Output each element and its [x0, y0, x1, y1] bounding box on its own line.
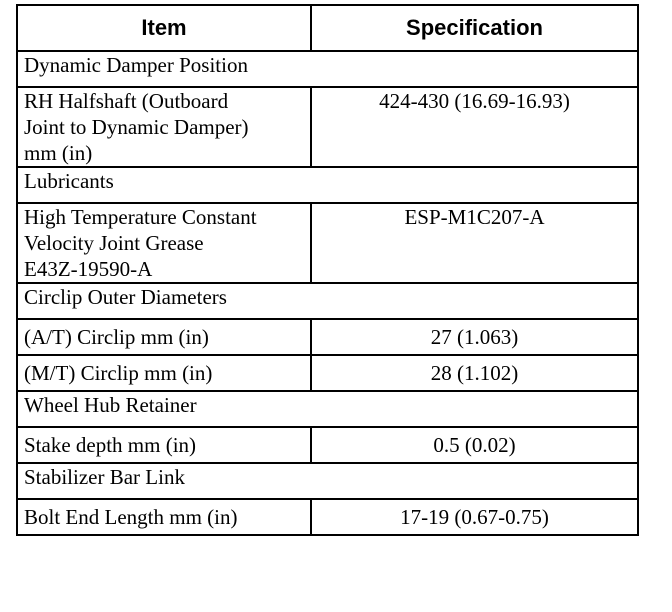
section-row	[17, 51, 638, 87]
spec-cell: 28 (1.102)	[311, 355, 638, 391]
header-item: Item	[17, 5, 311, 51]
spec-cell: 424-430 (16.69-16.93)	[311, 87, 638, 167]
section-title: Stabilizer Bar Link	[17, 463, 638, 499]
section-row	[17, 283, 638, 319]
item-line: RH Halfshaft (Outboard	[24, 89, 229, 113]
table-header-row	[17, 5, 638, 51]
spec-cell: 17-19 (0.67-0.75)	[311, 499, 638, 535]
item-cell: Stake depth mm (in)	[17, 427, 311, 463]
table-row	[17, 319, 638, 355]
item-line: High Temperature Constant	[24, 205, 257, 229]
table-row	[17, 427, 638, 463]
table-row	[17, 87, 638, 167]
section-title: Lubricants	[17, 167, 638, 203]
item-line: E43Z-19590-A	[24, 257, 153, 281]
spec-cell: ESP-M1C207-A	[311, 203, 638, 283]
item-line: Velocity Joint Grease	[24, 231, 204, 255]
table-row	[17, 203, 638, 283]
table-row	[17, 499, 638, 535]
item-line: Joint to Dynamic Damper)	[24, 115, 249, 139]
header-specification: Specification	[311, 5, 638, 51]
item-cell	[17, 203, 311, 283]
section-title: Wheel Hub Retainer	[17, 391, 638, 427]
section-title: Circlip Outer Diameters	[17, 283, 638, 319]
item-cell: (M/T) Circlip mm (in)	[17, 355, 311, 391]
item-line: mm (in)	[24, 141, 93, 165]
specification-table	[16, 4, 639, 536]
spec-cell: 27 (1.063)	[311, 319, 638, 355]
section-row	[17, 167, 638, 203]
spec-cell: 0.5 (0.02)	[311, 427, 638, 463]
section-row	[17, 391, 638, 427]
section-row	[17, 463, 638, 499]
item-cell	[17, 87, 311, 167]
section-title: Dynamic Damper Position	[17, 51, 638, 87]
item-cell: (A/T) Circlip mm (in)	[17, 319, 311, 355]
table-row	[17, 355, 638, 391]
item-cell: Bolt End Length mm (in)	[17, 499, 311, 535]
